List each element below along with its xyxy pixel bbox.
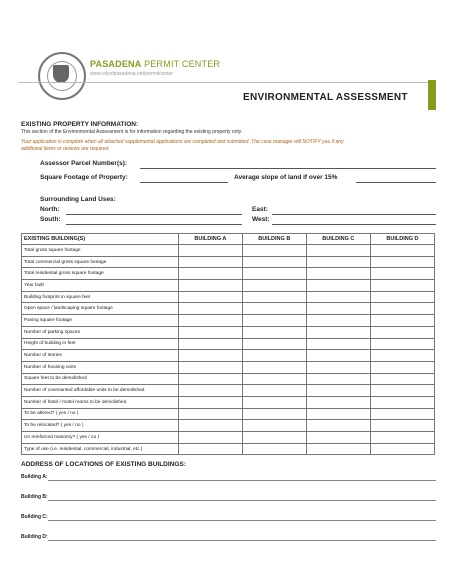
assessor-field[interactable]: [140, 168, 436, 169]
building-c-cell[interactable]: [306, 443, 370, 455]
table-row: [22, 432, 435, 444]
row-label: To be altered? ( yes / no ): [22, 408, 179, 420]
row-label: Total commercial gross square footage: [22, 256, 179, 268]
table-row: [22, 291, 435, 303]
address-field[interactable]: [48, 520, 436, 521]
south-field[interactable]: [66, 224, 242, 225]
building-b-cell[interactable]: [242, 385, 306, 397]
table-row: [22, 385, 435, 397]
building-c-cell[interactable]: [306, 268, 370, 280]
column-header-existing: EXISTING BUILDING(S): [22, 234, 179, 245]
building-c-cell[interactable]: [306, 315, 370, 327]
building-d-cell[interactable]: [370, 408, 434, 420]
building-c-cell[interactable]: [306, 361, 370, 373]
row-label: Year built: [22, 280, 179, 292]
building-b-cell[interactable]: [242, 396, 306, 408]
table-row: [22, 338, 435, 350]
building-a-cell[interactable]: [179, 315, 243, 327]
table-row: [22, 245, 435, 257]
building-a-cell[interactable]: [179, 245, 243, 257]
building-b-cell[interactable]: [242, 245, 306, 257]
row-label: Number of parking spaces: [22, 326, 179, 338]
address-field[interactable]: [48, 540, 436, 541]
brand-name: PASADENA PERMIT CENTER: [90, 59, 221, 69]
building-a-cell[interactable]: [179, 396, 243, 408]
row-label: Paving square footage: [22, 315, 179, 327]
building-d-cell[interactable]: [370, 256, 434, 268]
table-header-row: [22, 234, 435, 245]
building-b-cell[interactable]: [242, 256, 306, 268]
section-heading-existing: EXISTING PROPERTY INFORMATION:: [21, 121, 139, 128]
surrounding-label: Surrounding Land Uses:: [40, 196, 116, 203]
slope-label: Average slope of land if over 15%: [234, 174, 338, 181]
building-a-cell[interactable]: [179, 350, 243, 362]
table-row: [22, 280, 435, 292]
table-row: [22, 420, 435, 432]
building-b-cell[interactable]: [242, 326, 306, 338]
row-label: Number of hotel / motel rooms to be demolished: [22, 396, 179, 408]
table-row: [22, 408, 435, 420]
building-a-cell[interactable]: [179, 268, 243, 280]
north-label: North:: [40, 206, 60, 213]
building-b-cell[interactable]: [242, 268, 306, 280]
building-b-cell[interactable]: [242, 361, 306, 373]
sqft-label: Square Footage of Property:: [40, 174, 128, 181]
building-d-cell[interactable]: [370, 291, 434, 303]
building-c-cell[interactable]: [306, 338, 370, 350]
row-label: To be relocated? ( yes / no ): [22, 420, 179, 432]
building-c-cell[interactable]: [306, 420, 370, 432]
table-row: [22, 443, 435, 455]
building-a-cell[interactable]: [179, 303, 243, 315]
row-label: Number of housing units: [22, 361, 179, 373]
building-b-cell[interactable]: [242, 408, 306, 420]
building-d-cell[interactable]: [370, 396, 434, 408]
row-label: Total residential gross square footage: [22, 268, 179, 280]
page-title: ENVIRONMENTAL ASSESSMENT: [243, 92, 408, 103]
address-label: Building B:: [21, 494, 48, 500]
address-label: Building D:: [21, 534, 48, 540]
note-complete: Your application is complete when all attached supplemental applications are completed and submitted. The case manager will NOTIFY you if any: [21, 139, 344, 145]
building-c-cell[interactable]: [306, 303, 370, 315]
row-label: Total gross square footage: [22, 245, 179, 257]
building-a-cell[interactable]: [179, 338, 243, 350]
building-a-cell[interactable]: [179, 443, 243, 455]
building-a-cell[interactable]: [179, 373, 243, 385]
column-header-d: BUILDING D: [370, 234, 434, 245]
building-b-cell[interactable]: [242, 350, 306, 362]
buildings-table: [21, 233, 435, 455]
building-a-cell[interactable]: [179, 432, 243, 444]
divider: [18, 82, 428, 83]
building-a-cell[interactable]: [179, 408, 243, 420]
building-d-cell[interactable]: [370, 373, 434, 385]
building-b-cell[interactable]: [242, 280, 306, 292]
building-b-cell[interactable]: [242, 338, 306, 350]
west-label: West:: [252, 216, 270, 223]
building-a-cell[interactable]: [179, 291, 243, 303]
building-c-cell[interactable]: [306, 280, 370, 292]
south-label: South:: [40, 216, 61, 223]
assessor-label: Assessor Parcel Number(s):: [40, 160, 128, 167]
row-label: Square feet to be demolished: [22, 373, 179, 385]
column-header-b: BUILDING B: [242, 234, 306, 245]
building-b-cell[interactable]: [242, 443, 306, 455]
address-heading: ADDRESS OF LOCATIONS OF EXISTING BUILDINGS:: [21, 461, 186, 468]
building-a-cell[interactable]: [179, 361, 243, 373]
address-label: Building C:: [21, 514, 48, 520]
address-field[interactable]: [48, 480, 436, 481]
row-label: Open space / landscaping square footage: [22, 303, 179, 315]
building-c-cell[interactable]: [306, 326, 370, 338]
table-row: [22, 303, 435, 315]
address-field[interactable]: [48, 500, 436, 501]
building-c-cell[interactable]: [306, 291, 370, 303]
table-row: [22, 326, 435, 338]
building-a-cell[interactable]: [179, 420, 243, 432]
city-seal-icon: [38, 52, 86, 100]
building-d-cell[interactable]: [370, 303, 434, 315]
building-d-cell[interactable]: [370, 361, 434, 373]
building-d-cell[interactable]: [370, 432, 434, 444]
row-label: Number of covenanted affordable units to be demolished: [22, 385, 179, 397]
row-label: Height of building in feet: [22, 338, 179, 350]
note-existing: This section of the Environmental Assessment is for information regarding the existing property only.: [21, 129, 243, 135]
building-b-cell[interactable]: [242, 315, 306, 327]
column-header-a: BUILDING A: [179, 234, 243, 245]
north-field[interactable]: [66, 214, 242, 215]
building-d-cell[interactable]: [370, 385, 434, 397]
table-row: [22, 256, 435, 268]
building-c-cell[interactable]: [306, 373, 370, 385]
building-d-cell[interactable]: [370, 338, 434, 350]
sqft-field[interactable]: [140, 182, 228, 183]
address-label: Building A:: [21, 474, 48, 480]
row-label: Un reinforced masonry? ( yes / no ): [22, 432, 179, 444]
column-header-c: BUILDING C: [306, 234, 370, 245]
building-d-cell[interactable]: [370, 268, 434, 280]
table-row: [22, 396, 435, 408]
building-b-cell[interactable]: [242, 420, 306, 432]
building-c-cell[interactable]: [306, 385, 370, 397]
table-row: [22, 373, 435, 385]
table-row: [22, 268, 435, 280]
building-a-cell[interactable]: [179, 256, 243, 268]
building-b-cell[interactable]: [242, 303, 306, 315]
slope-field[interactable]: [356, 182, 436, 183]
note-complete-cont: additional items or reviews are required.: [21, 146, 110, 152]
building-b-cell[interactable]: [242, 432, 306, 444]
east-field[interactable]: [272, 214, 436, 215]
brand-url: www.cityofpasadena.net/permitcenter: [90, 71, 174, 77]
building-c-cell[interactable]: [306, 256, 370, 268]
building-c-cell[interactable]: [306, 408, 370, 420]
building-c-cell[interactable]: [306, 396, 370, 408]
building-d-cell[interactable]: [370, 280, 434, 292]
building-c-cell[interactable]: [306, 245, 370, 257]
building-d-cell[interactable]: [370, 420, 434, 432]
table-row: [22, 315, 435, 327]
table-row: [22, 350, 435, 362]
row-label: Number of stories: [22, 350, 179, 362]
table-row: [22, 361, 435, 373]
building-a-cell[interactable]: [179, 326, 243, 338]
building-a-cell[interactable]: [179, 280, 243, 292]
west-field[interactable]: [272, 224, 436, 225]
accent-bar: [428, 80, 436, 110]
building-d-cell[interactable]: [370, 315, 434, 327]
building-d-cell[interactable]: [370, 443, 434, 455]
row-label: Type of use (i.e. residential, commercial, industrial, etc.): [22, 443, 179, 455]
building-b-cell[interactable]: [242, 373, 306, 385]
building-d-cell[interactable]: [370, 245, 434, 257]
building-a-cell[interactable]: [179, 385, 243, 397]
building-c-cell[interactable]: [306, 432, 370, 444]
building-d-cell[interactable]: [370, 326, 434, 338]
row-label: Building footprint in square feet: [22, 291, 179, 303]
building-d-cell[interactable]: [370, 350, 434, 362]
east-label: East:: [252, 206, 268, 213]
building-b-cell[interactable]: [242, 291, 306, 303]
building-c-cell[interactable]: [306, 350, 370, 362]
